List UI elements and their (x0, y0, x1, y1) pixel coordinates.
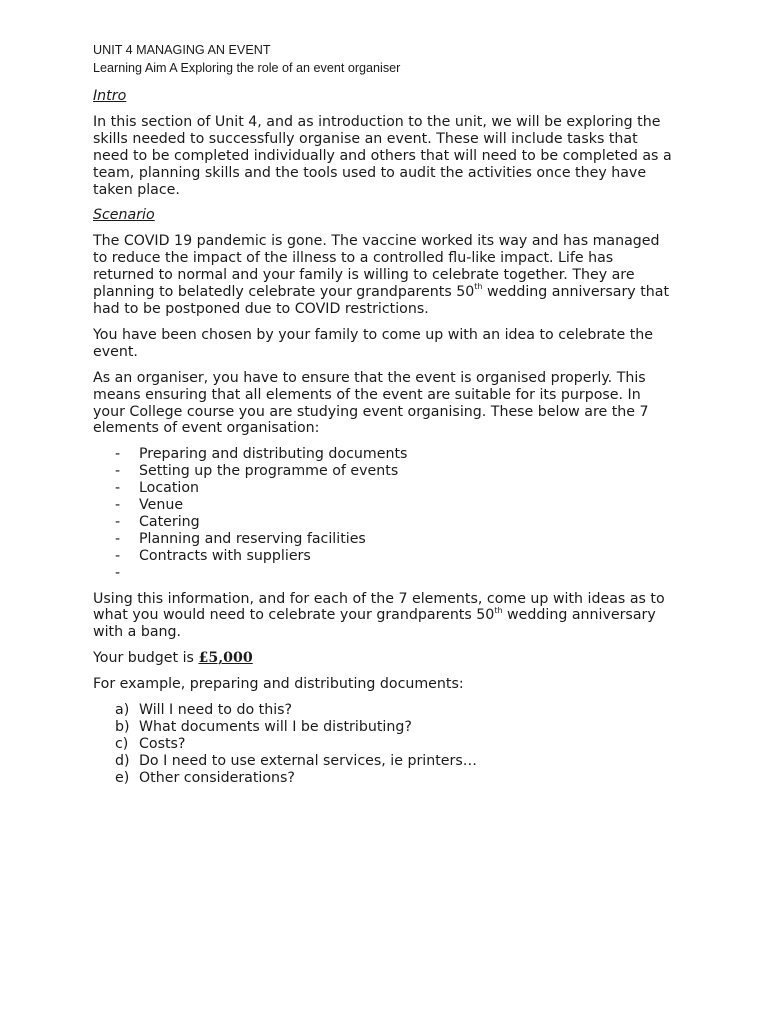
list-marker: a) (115, 702, 130, 719)
list-marker: - (115, 513, 121, 530)
learning-aim: Learning Aim A Exploring the role of an event organiser (93, 60, 401, 75)
list-item-text: Will I need to do this? (139, 702, 293, 719)
list-item-text: Setting up the programme of events (139, 463, 399, 480)
scenario-heading: Scenario (93, 207, 155, 224)
ordinal-suffix: th (494, 605, 503, 615)
list-item-text: What documents will I be distributing? (139, 718, 412, 735)
scenario-p1-text-end: wedding anniversary that had to be postponed due to COVID restrictions. (93, 284, 670, 317)
scenario-paragraph-1 (93, 233, 672, 318)
list-item (93, 446, 672, 463)
list-marker: b) (115, 718, 130, 735)
list-item-text: Venue (139, 497, 184, 514)
questions-list (93, 702, 672, 787)
task-text-end: wedding anniversary with a bang. (93, 607, 656, 641)
list-item-text: Contracts with suppliers (139, 547, 311, 564)
list-item (93, 736, 672, 753)
task-paragraph (93, 591, 672, 642)
list-item-text: Catering (139, 513, 200, 530)
list-marker: c) (115, 735, 129, 752)
list-item (93, 463, 672, 480)
list-item (93, 702, 672, 719)
list-item-text: Other considerations? (139, 769, 295, 786)
unit-title: UNIT 4 MANAGING AN EVENT (93, 43, 271, 57)
list-item (93, 514, 672, 531)
list-item (93, 531, 672, 548)
list-item (93, 548, 672, 565)
list-item (93, 565, 672, 582)
intro-paragraph: In this section of Unit 4, and as introduction to the unit, we will be exploring the skills needed to successfully organise an event. These will include tasks that need to be completed individually and others that will need to be completed as a team, planning skills and the tools used to audit the activities once they have taken place. (93, 113, 672, 198)
list-marker: - (115, 497, 121, 514)
list-marker: - (115, 463, 121, 480)
list-marker: - (115, 446, 121, 463)
intro-heading: Intro (93, 88, 127, 104)
list-marker: - (115, 547, 121, 564)
example-intro: For example, preparing and distributing documents: (93, 676, 464, 693)
scenario-paragraph-2: You have been chosen by your family to come up with an idea to celebrate the event. (93, 326, 654, 360)
list-marker: - (115, 480, 121, 497)
list-item (93, 770, 672, 787)
list-marker: - (115, 564, 121, 581)
task-text: Using this information, and for each of the 7 elements, come up with ideas as to what you would need to celebrate your grandparents 50 (93, 590, 665, 624)
budget-line (93, 650, 672, 667)
ordinal-suffix: th (474, 282, 483, 292)
list-item (93, 753, 672, 770)
list-item (93, 719, 672, 736)
list-item-text: Location (139, 480, 200, 497)
list-item-text: Costs? (139, 735, 186, 752)
list-item-text: Do I need to use external services, ie printers… (139, 752, 477, 769)
elements-list (93, 446, 672, 581)
list-item (93, 497, 672, 514)
list-marker: - (115, 530, 121, 547)
list-item-text: Preparing and distributing documents (139, 446, 408, 463)
list-item (93, 480, 672, 497)
scenario-paragraph-3: As an organiser, you have to ensure that the event is organised properly. This means ensuring that all elements of the event are suitable for its purpose. In your College course you are studying event organising. These below are the 7 elements of event organisation: (93, 369, 649, 437)
list-item-text: Planning and reserving facilities (139, 530, 366, 547)
budget-label: Your budget is (93, 650, 199, 667)
scenario-p1-text: The COVID 19 pandemic is gone. The vaccine worked its way and has managed to reduce the impact of the illness to a controlled flu-like impact. Life has returned to normal and your family is willing to celebrate together. They are planning to belatedly celebrate your grandparents 50 (93, 233, 660, 301)
budget-amount: £5,000 (198, 650, 253, 667)
list-marker: d) (115, 752, 130, 769)
list-marker: e) (115, 769, 130, 786)
